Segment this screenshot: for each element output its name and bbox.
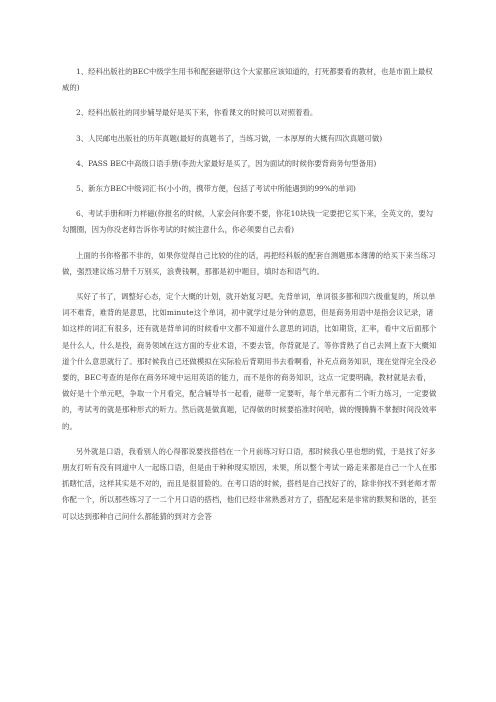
paragraph-study-plan: 买好了书了，调整好心态，定个大概的计划，就开始复习吧。先背单词，单词很多都和四六级重复的，所以单词不难背，难背的是意思，比如minute这个单词，初中就学过是分钟的意思，但是商务用语中是指会议记录，诸如这样的词汇有很多，还有就是背单词的时候看中文都不知道什么意思的词语，比如期货，汇率，看中文后面那个是什么人，什么是投，商务领域在这方面的专业术语，不要去管，你背就是了。等你背熟了自己去网上查下大概知道个什么意思就行了。那时候我自己还做模拟在实际验后背期用书去看啊看，补充点商务知识，现在觉得完全没必要的，BEC考查的是你在商务环境中运用英语的能力，而不是你的商务知识，这点一定要明确，教材就是去看，做好是十个单元吧，争取一个月看完，配合辅导书一起看，磁带一定要听，每个单元都有二个听力练习，一定要做的，考试考的就是那种形式的听力。然后就是做真题，记得做的时候要掐准时间哈，做的慢腾腾不掌握时间没效率的。 <box>62 292 437 431</box>
book-list-item-5: 5、新东方BEC中级词汇书(小小的，携带方便，包括了考试中所能遇到的99%的单词) <box>76 184 356 194</box>
book-list-item-1: 1、经科出版社的BEC中级学生用书和配套磁带(这个大家都应该知道的，打死都要看的教材，也是市面上最权威的) <box>62 67 433 93</box>
book-list-item-6: 6、考试手册和听力样磁(你报名的时候，人家会问你要不要，你花10块钱一定要把它买下来，全英文的，要勾勾圈圈，因为你没老师告诉你考试的时候注意什么，你必须要自己去看) <box>62 209 434 235</box>
book-list-item-4: 4、PASS BEC中高级口语手册(李劲大家最好是买了，因为面试的时候你要背商务句型备用) <box>76 158 377 168</box>
book-list-item-3: 3、人民邮电出版社的历年真题(最好的真题书了，当练习做，一本厚厚的大概有四次真题可做) <box>76 133 383 143</box>
paragraph-book-advice: 上面的书你格都不非的，如果你觉得自己比较的住的话，再把经科版的配套自测题那本薄薄的给买下来当练习做，强烈建议练习册千万别买，浪费钱啊，那都是初中题目，填时态和语气的。 <box>62 250 436 276</box>
book-list-item-2: 2、经科出版社的同步辅导最好是买下来，你看课文的时候可以对照着看。 <box>76 108 318 118</box>
paragraph-oral-practice: 另外就是口语，我看别人的心得都说要找搭档在一个月前练习好口语，那时候我心里也想的慌，于是找了好多朋友打听有没有同道中人一起练口语，但是由于种种现实原因，未果，所以整个考试一路走来都是自己一个人在那抓瞎忙活，这样其实是不对的，而且是很冒险的。在考口语的时候，搭档是自己找好了的，除非你找不到老师才帮你配一个，所以那些练习了一二个月口语的搭档，他们已经非常熟悉对方了，搭配起来是非常的默契和谐的，甚至可以达到那种自己问什么都能猜的到对方会答 <box>62 446 437 521</box>
